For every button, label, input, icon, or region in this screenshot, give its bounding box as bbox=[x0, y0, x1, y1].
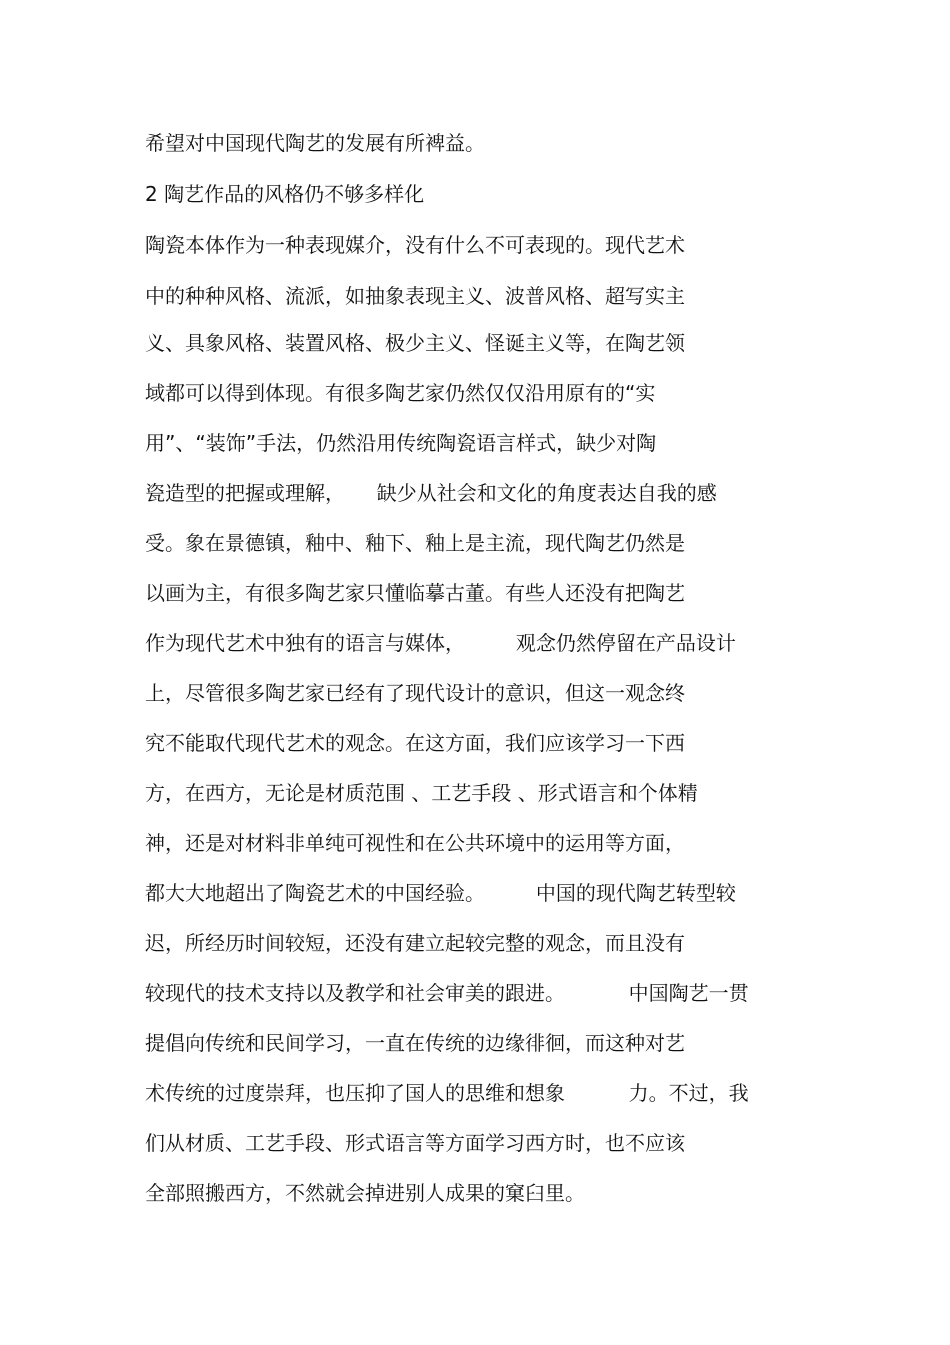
paragraph-line: 作为现代艺术中独有的语言与媒体， 观念仍然停留在产品设计 bbox=[145, 631, 736, 655]
paragraph-line: 陶瓷本体作为一种表现媒介，没有什么不可表现的。现代艺术 bbox=[145, 233, 685, 257]
paragraph-line: 提倡向传统和民间学习，一直在传统的边缘徘徊，而这种对艺 bbox=[145, 1031, 685, 1055]
paragraph-line: 神，还是对材料非单纯可视性和在公共环境中的运用等方面， bbox=[145, 831, 685, 855]
section-heading: 2 陶艺作品的风格仍不够多样化 bbox=[145, 182, 425, 206]
paragraph-line: 究不能取代现代艺术的观念。在这方面，我们应该学习一下西 bbox=[145, 731, 685, 755]
paragraph-line: 方，在西方，无论是材质范围 、工艺手段 、形式语言和个体精 bbox=[145, 781, 698, 805]
paragraph-line: 术传统的过度崇拜，也压抑了国人的思维和想象 力。不过，我 bbox=[145, 1081, 749, 1105]
intro-line: 希望对中国现代陶艺的发展有所裨益。 bbox=[145, 131, 485, 155]
paragraph-line: 受。象在景德镇，釉中、釉下、釉上是主流，现代陶艺仍然是 bbox=[145, 531, 685, 555]
paragraph-line: 义、具象风格、装置风格、极少主义、怪诞主义等，在陶艺领 bbox=[145, 331, 685, 355]
paragraph-line: 上，尽管很多陶艺家已经有了现代设计的意识，但这一观念终 bbox=[145, 681, 685, 705]
paragraph-line: 用”、“装饰”手法，仍然沿用传统陶瓷语言样式，缺少对陶 bbox=[145, 431, 657, 455]
paragraph-line: 域都可以得到体现。有很多陶艺家仍然仅仅沿用原有的“实 bbox=[145, 381, 656, 405]
paragraph-line: 迟，所经历时间较短，还没有建立起较完整的观念，而且没有 bbox=[145, 931, 685, 955]
paragraph-line: 全部照搬西方，不然就会掉进别人成果的窠臼里。 bbox=[145, 1181, 585, 1205]
paragraph-line: 们从材质、工艺手段、形式语言等方面学习西方时，也不应该 bbox=[145, 1131, 685, 1155]
paragraph-line: 瓷造型的把握或理解， 缺少从社会和文化的角度表达自我的感 bbox=[145, 481, 717, 505]
paragraph-line: 中的种种风格、流派，如抽象表现主义、波普风格、超写实主 bbox=[145, 284, 685, 308]
paragraph-line: 都大大地超出了陶瓷艺术的中国经验。 中国的现代陶艺转型较 bbox=[145, 881, 736, 905]
paragraph-line: 较现代的技术支持以及教学和社会审美的跟进。 中国陶艺一贯 bbox=[145, 981, 749, 1005]
paragraph-line: 以画为主，有很多陶艺家只懂临摹古董。有些人还没有把陶艺 bbox=[145, 581, 685, 605]
